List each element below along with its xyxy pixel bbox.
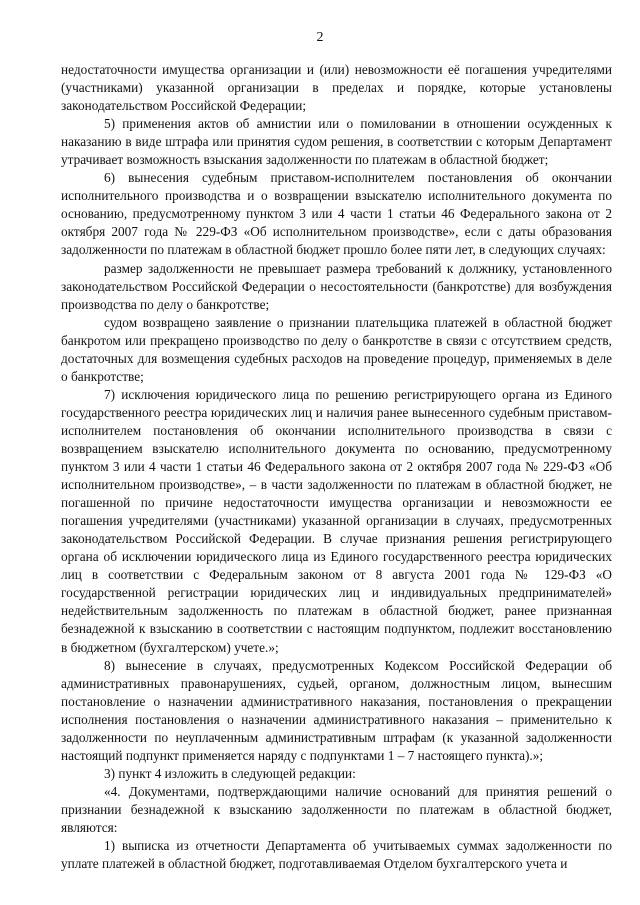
paragraph-amendment-point-3: 3) пункт 4 изложить в следующей редакции: (104, 765, 356, 781)
paragraph-item-8: 8) вынесение в случаях, предусмотренных Кодексом Российской Федерации об административных правонарушениях, судьей, органом, должностным лицом, вынесшим постановление о назначении административного наказания, постановления о прекращении исполнения постановления о назначении административного наказания – применительно к задолженности по неуплаченным административным штрафам (к указанной задолженности настоящий подпункт применяется наряду с подпунктами 1 – 7 настоящего пункта).»; (61, 657, 612, 763)
document-body (61, 61, 612, 873)
paragraph-continuation: недостаточности имущества организации и (или) невозможности её погашения учредителями (участниками) указанной организации в пределах и порядке, которые установлены законодательством Российской Федерации; (61, 62, 612, 114)
paragraph-item-7: 7) исключения юридического лица по решению регистрирующего органа из Единого государственного реестра юридических лиц и наличия ранее вынесенного судебным приставом-исполнителем постановления об окончании исполнительного производства в связи с возвращением взыскателю исполнительного документа по основанию, предусмотренному пунктом 3 или 4 части 1 статьи 46 Федерального закона от 2 октября 2007 года № 229-ФЗ «Об исполнительном производстве», – в части задолженности по платежам в областной бюджет, не погашенной по причине недостаточности имущества организации и невозможности ее погашения учредителями (участниками) указанной организации в случаях, предусмотренных законодательством Российской Федерации. В случае признания решения регистрирующего органа об исключении юридического лица из Единого государственного реестра юридических лиц в соответствии с Федеральным законом от 8 августа 2001 года № 129-ФЗ «О государственной регистрации юридических лиц и индивидуальных предпринимателей» недействительным задолженность по платежам в областной бюджет, ранее признанная безнадежной к взысканию в соответствии с настоящим подпунктом, подлежит восстановлению в бюджетном (бухгалтерском) учете.»; (61, 386, 612, 655)
paragraph-document-list-1: 1) выписка из отчетности Департамента об учитываемых суммах задолженности по уплате платежей в областной бюджет, подготавливаемая Отделом бухгалтерского учета и (61, 838, 612, 872)
paragraph-item-6: 6) вынесения судебным приставом-исполнителем постановления об окончании исполнительного производства и о возвращении взыскателю исполнительного документа по основанию, предусмотренному пунктом 3 или 4 части 1 статьи 46 Федерального закона от 2 октября 2007 года № 229-ФЗ «Об исполнительном производстве», если с даты образования задолженности по платежам в областной бюджет прошло более пяти лет, в следующих случаях: (61, 170, 612, 258)
page-number: 2 (316, 30, 324, 45)
paragraph-item-5: 5) применения актов об амнистии или о помиловании в отношении осужденных к наказанию в виде штрафа или принятия судом решения, в соответствии с которым Департамент утрачивает возможность взыскания задолженности по платежам в областной бюджет; (61, 116, 612, 168)
paragraph-case-court-returned: судом возвращено заявление о признании плательщика платежей в областной бюджет банкротом или прекращено производство по делу о банкротстве в связи с отсутствием средств, достаточных для возмещения судебных расходов на проведение процедур, применяемых в деле о банкротстве; (61, 314, 612, 384)
paragraph-case-debt-size: размер задолженности не превышает размера требований к должнику, установленного законодательством Российской Федерации о несостоятельности (банкротстве) для возбуждения производства по делу о банкротстве; (61, 260, 612, 312)
paragraph-new-point-4: «4. Документами, подтверждающими наличие оснований для принятия решений о признании безнадежной к взысканию задолженности по платежам в областной бюджет, являются: (61, 783, 612, 835)
